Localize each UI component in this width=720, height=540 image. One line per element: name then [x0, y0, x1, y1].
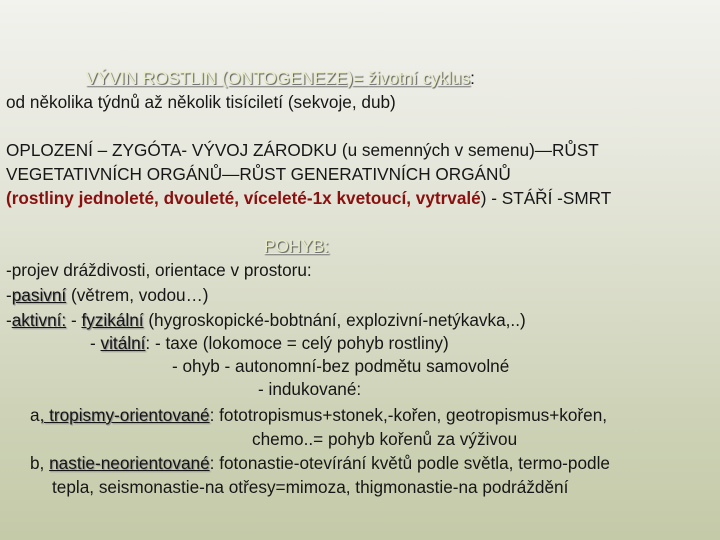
pohyb-l9-rest: : fotonastie-otevírání květů podle světla, termo-podle	[209, 453, 610, 473]
pohyb-l3-mid: -	[66, 310, 82, 330]
pohyb-line-4	[90, 333, 449, 353]
sequence-line-2: VEGETATIVNÍCH ORGÁNŮ—RŮST GENERATIVNÍCH ORGÁNŮ	[6, 164, 511, 184]
pohyb-line-7	[30, 405, 607, 425]
sequence-red-text: (rostliny jednoleté, dvouleté, víceleté-1x kvetoucí, vytrvalé	[6, 188, 481, 208]
pohyb-l3-dash: -	[6, 310, 12, 330]
vitalni-term: vitální	[100, 333, 146, 353]
nastie-term: nastie-neorientované	[49, 453, 210, 473]
pohyb-line-8: chemo..= pohyb kořenů za výživou	[252, 429, 518, 449]
intro-line: od několika týdnů až několik tisíciletí (sekvoje, dub)	[6, 92, 396, 112]
sequence-rest-text: ) - STÁŘÍ -SMRT	[480, 188, 612, 208]
title-part1: VÝVIN ROSTLIN (ONTOGENEZE)=	[86, 68, 368, 88]
pohyb-line-9	[30, 453, 610, 473]
pohyb-line-5: - ohyb - autonomní-bez podmětu samovolné	[172, 356, 510, 376]
pohyb-l4-pre: -	[90, 333, 101, 353]
pohyb-l2-dash: -	[6, 285, 12, 305]
aktivni-term: aktivní:	[11, 310, 67, 330]
title-part2: životní cyklus	[367, 68, 471, 88]
pohyb-line-6: - indukované:	[258, 379, 362, 399]
title-part3: :	[470, 68, 475, 88]
pohyb-l9-pre: b,	[30, 453, 50, 473]
sequence-line-3	[6, 188, 611, 208]
pohyb-l7-pre: a	[30, 405, 40, 425]
sequence-line-1: OPLOZENÍ – ZYGÓTA- VÝVOJ ZÁRODKU (u semenných v semenu)—RŮST	[6, 140, 599, 160]
pohyb-line-2	[6, 285, 209, 305]
title-line	[86, 68, 475, 88]
pohyb-line-3	[6, 310, 526, 330]
pohyb-line-10: tepla, seismonastie-na otřesy=mimoza, thigmonastie-na podráždění	[52, 477, 569, 497]
tropismy-term: , tropismy-orientované	[39, 405, 210, 425]
pohyb-l2-rest: (větrem, vodou…)	[66, 285, 209, 305]
pohyb-line-1: -projev dráždivosti, orientace v prostoru:	[6, 260, 312, 280]
pohyb-heading: POHYB:	[264, 236, 329, 256]
fyzikalni-term: fyzikální	[81, 310, 144, 330]
pohyb-l3-rest: (hygroskopické-bobtnání, explozivní-netýkavka,..)	[143, 310, 526, 330]
pohyb-l4-rest: : - taxe (lokomoce = celý pohyb rostliny)	[145, 333, 449, 353]
pasivni-term: pasivní	[11, 285, 67, 305]
pohyb-l7-rest: : fototropismus+stonek,-kořen, geotropismus+kořen,	[209, 405, 608, 425]
